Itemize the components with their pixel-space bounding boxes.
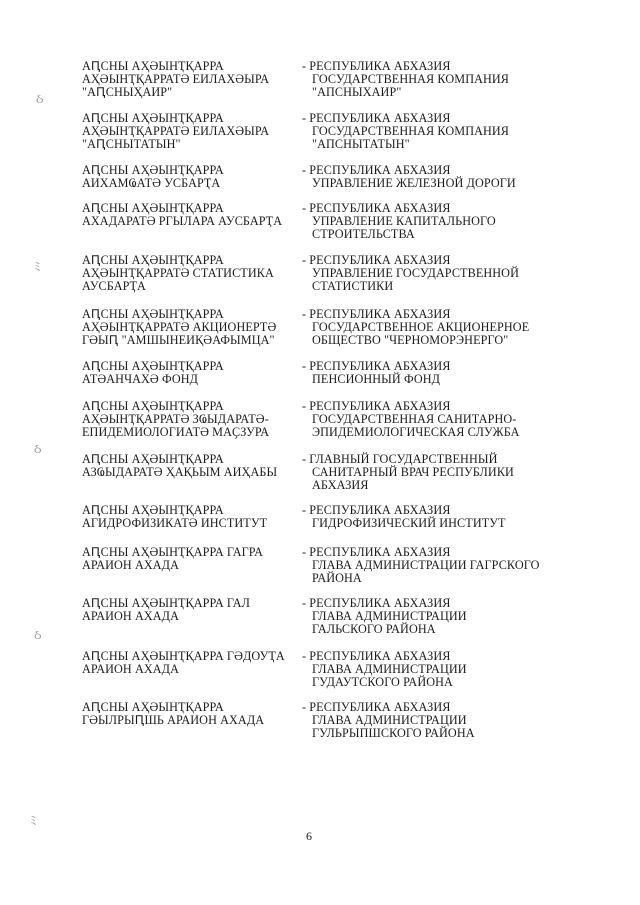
abkhaz-line: АԤСНЫ АҲӘЫНҬҚАРРА (82, 163, 224, 177)
abkhaz-line: АТӘАНЧАХӘ ФОНД (82, 372, 199, 386)
russian-line: ГЛАВА АДМИНИСТРАЦИИ ГАГРСКОГО (312, 558, 540, 572)
russian-line: - ГЛАВНЫЙ ГОСУДАРСТВЕННЫЙ (302, 452, 498, 466)
russian-line: ГОСУДАРСТВЕННАЯ КОМПАНИЯ (312, 72, 510, 86)
abkhaz-line: АҲӘЫНҬҚАРРАТӘ АКЦИОНЕРТӘ (82, 320, 277, 334)
russian-line: ОБЩЕСТВО "ЧЕРНОМОРЭНЕРГО" (312, 333, 509, 347)
abkhaz-line: АԤСНЫ АҲӘЫНҬҚАРРА ГАЛ (82, 596, 251, 610)
entry-abkhaz-text (82, 202, 282, 228)
russian-line: "АПСНЫТАТЫН" (312, 137, 410, 151)
russian-line: ГЛАВА АДМИНИСТРАЦИИ (312, 662, 467, 676)
scan-speck: ઠ (36, 92, 44, 107)
abkhaz-line: АРАИОН АХАДА (82, 609, 179, 623)
abkhaz-line: АҲӘЫНҬҚАРРАТӘ ЕИЛАХӘЫРА (82, 124, 270, 138)
russian-line: - РЕСПУБЛИКА АБХАЗИЯ (302, 359, 451, 373)
russian-line: АБХАЗИЯ (312, 478, 369, 492)
russian-line: - РЕСПУБЛИКА АБХАЗИЯ (302, 545, 451, 559)
entry-russian-text (302, 60, 509, 99)
russian-line: ГЛАВА АДМИНИСТРАЦИИ (312, 713, 467, 727)
entry-abkhaz-text (82, 400, 269, 439)
abkhaz-line: АԤСНЫ АҲӘЫНҬҚАРРА ГАГРА (82, 545, 264, 559)
abkhaz-line: АҲӘЫНҬҚАРРАТӘ СТАТИСТИКА (82, 266, 274, 280)
abkhaz-line: ЕПИДЕМИОЛОГИАТӘ МАҪЗУРА (82, 425, 270, 439)
abkhaz-line: АУСБАРҬА (82, 279, 146, 293)
russian-line: - РЕСПУБЛИКА АБХАЗИЯ (302, 201, 451, 215)
entry-russian-text (302, 701, 475, 740)
scan-speck: ઠ (34, 442, 42, 457)
russian-line: СТАТИСТИКИ (312, 279, 394, 293)
abkhaz-line: АԤСНЫ АҲӘЫНҬҚАРРА (82, 503, 224, 517)
entry-russian-text (302, 202, 496, 241)
abkhaz-line: АԤСНЫ АҲӘЫНҬҚАРРА ГӘДОУҬА (82, 649, 285, 663)
entry-abkhaz-text (82, 504, 267, 530)
scan-speck: ﾐ (34, 260, 41, 275)
abkhaz-line: "АԤСНЫТАТЫН" (82, 137, 181, 151)
abkhaz-line: АԤСНЫ АҲӘЫНҬҚАРРА (82, 359, 224, 373)
russian-line: ГОСУДАРСТВЕННОЕ АКЦИОНЕРНОЕ (312, 320, 530, 334)
entry-russian-text (302, 360, 450, 386)
russian-line: "АПСНЫХАИР" (312, 85, 402, 99)
entry-russian-text (302, 308, 529, 347)
entry-abkhaz-text (82, 546, 263, 572)
abkhaz-line: ГӘЫЛРЫԤШЬ АРАИОН АХАДА (82, 713, 265, 727)
abkhaz-line: АԤСНЫ АҲӘЫНҬҚАРРА (82, 253, 224, 267)
russian-line: - РЕСПУБЛИКА АБХАЗИЯ (302, 253, 451, 267)
entry-russian-text (302, 546, 540, 585)
abkhaz-line: АԤСНЫ АҲӘЫНҬҚАРРА (82, 399, 224, 413)
entry-abkhaz-text (82, 254, 274, 293)
russian-line: ГОСУДАРСТВЕННАЯ САНИТАРНО- (312, 412, 517, 426)
russian-line: ГИДРОФИЗИЧЕСКИЙ ИНСТИТУТ (312, 516, 506, 530)
russian-line: - РЕСПУБЛИКА АБХАЗИЯ (302, 163, 451, 177)
abkhaz-line: "АԤСНЫҲАИР" (82, 85, 173, 99)
russian-line: - РЕСПУБЛИКА АБХАЗИЯ (302, 59, 451, 73)
abkhaz-line: АРАИОН АХАДА (82, 662, 179, 676)
abkhaz-line: АԤСНЫ АҲӘЫНҬҚАРРА (82, 307, 224, 321)
entry-russian-text (302, 164, 516, 190)
entry-abkhaz-text (82, 650, 285, 676)
russian-line: - РЕСПУБЛИКА АБХАЗИЯ (302, 503, 451, 517)
russian-line: РАЙОНА (312, 571, 362, 585)
abkhaz-line: АԤСНЫ АҲӘЫНҬҚАРРА (82, 201, 224, 215)
abkhaz-line: АГИДРОФИЗИКАТӘ ИНСТИТУТ (82, 516, 268, 530)
abkhaz-line: АҲӘЫНҬҚАРРАТӘ ЕИЛАХӘЫРА (82, 72, 270, 86)
russian-line: - РЕСПУБЛИКА АБХАЗИЯ (302, 649, 451, 663)
abkhaz-line: АҲӘЫНҬҚАРРАТӘ ЗҨЫДАРАТӘ- (82, 412, 269, 426)
russian-line: УПРАВЛЕНИЕ ЖЕЛЕЗНОЙ ДОРОГИ (312, 176, 516, 190)
entry-russian-text (302, 597, 467, 636)
russian-line: ЭПИДЕМИОЛОГИЧЕСКАЯ СЛУЖБА (312, 425, 520, 439)
abkhaz-line: АԤСНЫ АҲӘЫНҬҚАРРА (82, 59, 224, 73)
russian-line: ГЛАВА АДМИНИСТРАЦИИ (312, 609, 467, 623)
entry-abkhaz-text (82, 701, 264, 727)
entry-abkhaz-text (82, 360, 224, 386)
entry-abkhaz-text (82, 453, 277, 479)
entry-russian-text (302, 504, 506, 530)
entry-abkhaz-text (82, 164, 224, 190)
entry-russian-text (302, 453, 514, 492)
russian-line: ГУЛЬРЫПШСКОГО РАЙОНА (312, 726, 475, 740)
russian-line: СТРОИТЕЛЬСТВА (312, 227, 415, 241)
abkhaz-line: АРАИОН АХАДА (82, 558, 179, 572)
russian-line: ГАЛЬСКОГО РАЙОНА (312, 622, 436, 636)
entry-russian-text (302, 254, 519, 293)
abkhaz-line: АХАДАРАТӘ РГЫЛАРА АУСБАРҬА (82, 214, 283, 228)
abkhaz-line: АԤСНЫ АҲӘЫНҬҚАРРА (82, 700, 224, 714)
page-number: 6 (306, 829, 312, 843)
entry-abkhaz-text (82, 60, 269, 99)
abkhaz-line: АԤСНЫ АҲӘЫНҬҚАРРА (82, 111, 224, 125)
scan-speck: ﾐ (30, 814, 37, 829)
russian-line: - РЕСПУБЛИКА АБХАЗИЯ (302, 700, 451, 714)
russian-line: - РЕСПУБЛИКА АБХАЗИЯ (302, 307, 451, 321)
russian-line: ГОСУДАРСТВЕННАЯ КОМПАНИЯ (312, 124, 510, 138)
entry-russian-text (302, 650, 467, 689)
russian-line: УПРАВЛЕНИЕ ГОСУДАРСТВЕННОЙ (312, 266, 519, 280)
russian-line: - РЕСПУБЛИКА АБХАЗИЯ (302, 399, 451, 413)
entry-abkhaz-text (82, 308, 276, 347)
russian-line: - РЕСПУБЛИКА АБХАЗИЯ (302, 596, 451, 610)
russian-line: - РЕСПУБЛИКА АБХАЗИЯ (302, 111, 451, 125)
abkhaz-line: ГӘЫԤ "АМШЫНЕИҚӘАФЫМЦА" (82, 333, 275, 347)
scan-speck: ઠ (34, 628, 42, 643)
abkhaz-line: АИХАМҨАТӘ УСБАРҬА (82, 176, 221, 190)
russian-line: ГУДАУТСКОГО РАЙОНА (312, 675, 453, 689)
abkhaz-line: АЗҨЫДАРАТӘ ҲАҚЬЫМ АИҲАБЫ (82, 465, 278, 479)
entry-abkhaz-text (82, 112, 269, 151)
entry-abkhaz-text (82, 597, 250, 623)
russian-line: УПРАВЛЕНИЕ КАПИТАЛЬНОГО (312, 214, 496, 228)
entry-russian-text (302, 400, 520, 439)
russian-line: ПЕНСИОННЫЙ ФОНД (312, 372, 441, 386)
abkhaz-line: АԤСНЫ АҲӘЫНҬҚАРРА (82, 452, 224, 466)
entry-russian-text (302, 112, 509, 151)
russian-line: САНИТАРНЫЙ ВРАЧ РЕСПУБЛИКИ (312, 465, 514, 479)
